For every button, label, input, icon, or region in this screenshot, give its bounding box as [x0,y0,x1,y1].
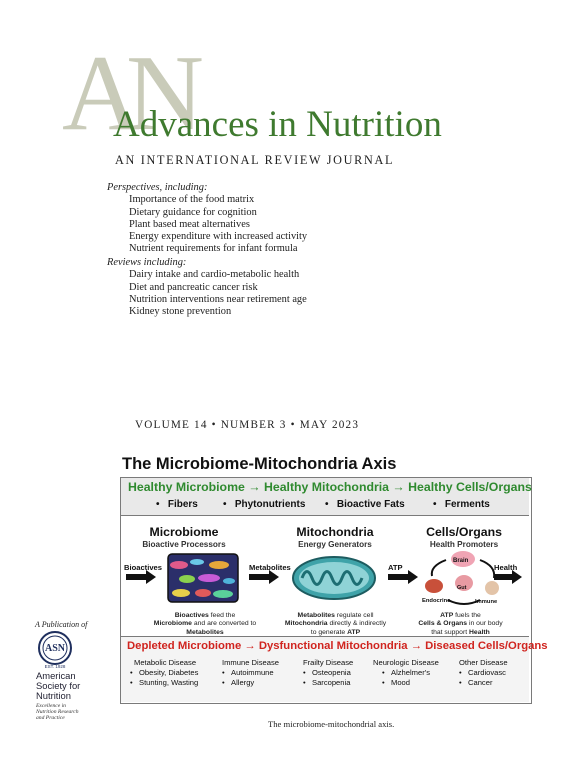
asn-seal-logo [37,630,73,670]
cells-organs-subtitle: Health Promoters [429,540,499,549]
microbiome-title: Microbiome [149,525,219,539]
toc-item: Nutrition interventions near retirement age [129,293,307,305]
asn-tagline-line: Excellence in [36,703,66,709]
asn-tagline [36,703,79,722]
organ-label-gut: Gut [457,585,467,591]
disease-group-heading: Neurologic Disease [373,658,439,667]
disease-item: • Osteopenia [303,668,351,677]
organ-label-immune: Immune [475,599,498,605]
issue-line: VOLUME 14 • NUMBER 3 • MAY 2023 [135,419,360,431]
toc-perspectives-heading: Perspectives, including: [107,182,208,193]
healthy-title: Healthy Microbiome → Healthy Mitochondria → Healthy Cells/Organs [128,480,532,494]
mitochondria-caption: Metabolites regulate cell Mitochondria directly & indirectly to generate ATP [284,612,387,636]
healthy-bullet: • Ferments [433,499,490,510]
cells-organs-title: Cells/Organs [426,525,502,539]
asn-name-line: Nutrition [36,690,71,702]
arrow-label-health: Health [494,563,518,572]
figure-caption: The microbiome-mitochondrial axis. [268,719,395,729]
toc-item: Diet and pancreatic cancer risk [129,281,258,293]
disease-group-heading: Immune Disease [222,658,279,667]
asn-seal-est: EST. 1928 [44,664,66,669]
asn-tagline-line: and Practice [36,715,65,722]
disease-item: • Sarcopenia [303,678,351,687]
toc-item: Dairy intake and cardio-metabolic health [129,269,300,281]
journal-subtitle: AN INTERNATIONAL REVIEW JOURNAL [115,153,395,167]
arrow-label-bioactives: Bioactives [124,563,162,572]
toc-item: Energy expenditure with increased activity [129,231,308,243]
disease-item: • Allergy [222,678,255,687]
immune-icon [485,581,499,595]
publication-of-label: A Publication of [35,620,88,629]
disease-item: • Autoimmune [222,668,274,677]
asn-name-line: Society for [36,680,81,692]
healthy-bullet: • Bioactive Fats [325,499,405,510]
asn-name-line: American [36,670,76,681]
healthy-bullet: • Phytonutrients [223,499,306,510]
arrow-icon [388,570,418,584]
microbiome-subtitle: Bioactive Processors [142,540,226,549]
asn-seal-text: ASN [44,643,66,654]
endocrine-icon [425,579,443,593]
toc-perspectives [107,182,307,256]
microbiome-illustration [167,553,239,603]
mitochondria-subtitle: Energy Generators [298,540,372,549]
organ-label-endocrine: Endocrine [422,598,451,604]
depleted-title: Depleted Microbiome → Dysfunctional Mitochondria → Diseased Cells/Organs [127,640,548,652]
asn-name [36,671,80,702]
arrow-label-atp: ATP [388,563,403,572]
toc-item: Plant based meat alternatives [129,218,250,230]
arrow-icon [126,570,156,584]
asn-tagline-line: Nutrition Research [36,709,79,716]
disease-item: • Cardiovasc [459,668,506,677]
disease-item: • Obesity, Diabetes [130,668,199,677]
toc-item: Nutrient requirements for infant formula [129,243,298,255]
journal-logo-letters: AN [62,34,190,153]
healthy-bullet: • Fibers [156,499,198,510]
arrow-icon [249,570,279,584]
figure-title: The Microbiome-Mitochondria Axis [122,455,397,473]
disease-item: • Alzhelmer's [382,668,431,677]
microbiome-caption: Bioactives feed the Microbiome and are converted to Metabolites [153,612,257,636]
toc-item: Dietary guidance for cognition [129,206,257,218]
toc-reviews [107,257,307,318]
journal-title: Advances in Nutrition [113,104,442,145]
disease-group-heading: Other Disease [459,658,508,667]
toc-item: Importance of the food matrix [129,194,255,206]
mitochondria-title: Mitochondria [296,525,374,539]
mitochondria-illustration [292,555,377,601]
disease-item: • Stunting, Wasting [130,678,199,687]
disease-item: • Mood [382,678,410,687]
toc-reviews-heading: Reviews including: [107,257,187,268]
organ-label-brain: Brain [453,558,469,564]
arrow-label-metabolites: Metabolites [249,563,291,572]
disease-item: • Cancer [459,678,493,687]
disease-group-heading: Metabolic Disease [134,658,197,667]
disease-group-heading: Frailty Disease [303,658,354,667]
cells-organs-caption: ATP fuels the Cells & Organs in our body that support Health [418,612,503,636]
toc-item: Kidney stone prevention [129,306,232,318]
